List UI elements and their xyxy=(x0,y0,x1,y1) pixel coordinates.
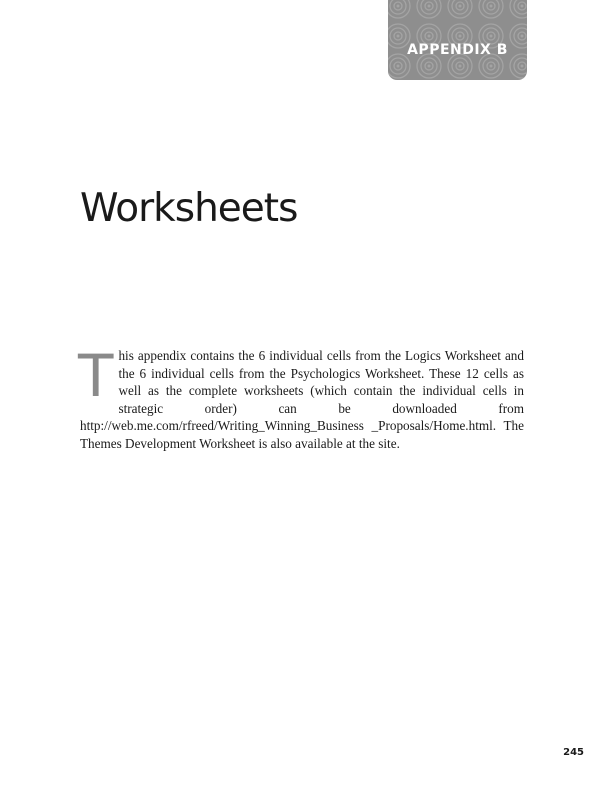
page-number: 245 xyxy=(563,747,584,758)
appendix-tab-pattern xyxy=(388,0,527,80)
tab-pattern-circle xyxy=(448,0,472,18)
drop-cap: T xyxy=(78,342,114,410)
tab-pattern-circle xyxy=(417,0,441,18)
tab-pattern-circle xyxy=(388,0,410,18)
appendix-label: APPENDIX B xyxy=(407,42,508,58)
intro-paragraph xyxy=(78,342,524,452)
appendix-tab xyxy=(388,0,527,80)
tab-pattern-circle xyxy=(510,0,527,18)
intro-paragraph-text: his appendix contains the 6 individual cells from the Logics Worksheet and the 6 individual cells from the Psychologics Worksheet. These 12 cells as well as the complete worksheets (which contain the individual cells in strategic order) can be downloaded from http://web.me.com/rfreed/Writing_Winning_Business _Proposals/Home.html. The Themes Development Worksheet is also available at the site. xyxy=(80,348,524,451)
chapter-title: Worksheets xyxy=(80,186,298,231)
tab-pattern-circle xyxy=(479,0,503,18)
